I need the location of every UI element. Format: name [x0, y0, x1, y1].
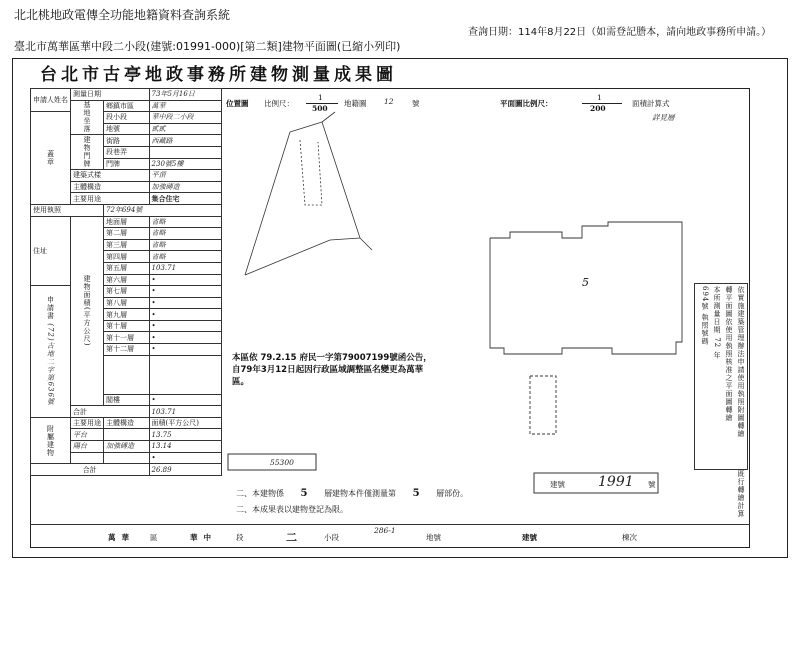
- street-label: 街路: [104, 135, 150, 147]
- floor-value: 省略: [149, 251, 221, 263]
- applicant2-value: (72)古地二字第636號: [46, 323, 55, 407]
- annex-area: 13.14: [149, 441, 221, 453]
- floor-value: 省略: [149, 239, 221, 251]
- applicant-label: 申請人姓名: [31, 89, 71, 112]
- total-value: 103.71: [149, 406, 221, 418]
- location-scale-label: 比例尺：: [264, 99, 294, 108]
- location-map-label: 位置圖: [226, 99, 249, 108]
- bottom-sequence-label: 棟次: [622, 533, 637, 542]
- floor-value: 省略: [149, 228, 221, 240]
- section-value: 華中段二小段: [149, 112, 221, 124]
- floor-name: 第四層: [104, 251, 150, 263]
- section-label: 段小段: [104, 112, 150, 124]
- floor-scale-num: 1: [597, 93, 602, 102]
- boundary-notice: 本區依 79.2.15 府民一字第79007199號函公告，自79年3月12日起因行政區域調整區名變更為萬華區。: [232, 353, 432, 387]
- area-calc-label: 面積計算式: [632, 99, 670, 108]
- street-value: 西藏路: [149, 135, 221, 147]
- area-calc-value: 詳見層: [652, 113, 675, 122]
- floor-name: 第十層: [104, 320, 150, 332]
- floor-name: 第十一層: [104, 332, 150, 344]
- side-note: 依實施建築管理辦法申請使用執照附圖轉繪: [737, 286, 745, 438]
- main-use-label: 主要用途: [71, 193, 150, 205]
- side-note: 694號 執照號碼: [701, 286, 709, 346]
- applicant2-label: 申請書: [46, 296, 55, 321]
- total-label: 合計: [71, 406, 150, 418]
- bottom-subsection-label: 小段: [324, 533, 339, 542]
- floor-value: •: [149, 297, 221, 309]
- side-note: 本所測量日期 72 年: [713, 286, 721, 360]
- floor-name: 第九層: [104, 309, 150, 321]
- owner-label: 蓋章: [31, 112, 71, 205]
- city-district-value: 萬華: [149, 100, 221, 112]
- stamp-value: 1991: [598, 474, 634, 490]
- document-title: 台北市古亭地政事務所建物測量成果圖: [40, 65, 397, 85]
- door-no-value: 230號5樓: [149, 158, 221, 170]
- main-use-value: 集合住宅: [149, 193, 221, 205]
- stamp-suffix: 號: [648, 480, 656, 489]
- use-permit-label: 使用執照: [31, 204, 104, 216]
- query-date: 查詢日期：114年8月22日（如需登記謄本，請向地政事務所申請。）: [468, 27, 772, 38]
- annex-area: 13.75: [149, 429, 221, 441]
- annex-area: •: [149, 452, 221, 464]
- use-permit-value: 72年694號: [104, 204, 222, 216]
- floor-scale-den: 200: [590, 104, 606, 113]
- plan-number: 5: [582, 276, 589, 289]
- floor-area-label: 建物面積(平方公尺): [71, 216, 104, 406]
- main-structure-value: 加強磚造: [149, 181, 221, 193]
- bottom-section-label: 段: [236, 533, 244, 542]
- lot-value: 貳貳: [149, 123, 221, 135]
- annex-total-label: 合計: [31, 464, 150, 476]
- bottom-lot: 286-1: [374, 526, 396, 535]
- bottom-subsection: 二: [286, 531, 297, 544]
- bottom-building-label: 建號: [522, 533, 537, 542]
- floor-name: 第二層: [104, 228, 150, 240]
- floor-value: 省略: [149, 216, 221, 228]
- floor-plan-label: 平面圖比例尺：: [500, 99, 553, 108]
- location-scale-num: 1: [318, 93, 323, 102]
- annex-header-area: 面積(平方公尺): [149, 417, 221, 429]
- survey-date-value: 73年5月16日: [149, 89, 221, 101]
- bottom-lot-label: 地號: [426, 533, 441, 542]
- side-note: 轉平面圖依使用執照核准之平面圖轉繪: [725, 286, 733, 422]
- floor-value: •: [149, 274, 221, 286]
- floor-plan-outline: [490, 222, 682, 434]
- survey-date-label: 測量日期: [71, 89, 150, 101]
- annex-header-use: 主要用途: [71, 417, 104, 429]
- floor-name: 第五層: [104, 262, 150, 274]
- sheet-no: 12: [384, 97, 394, 106]
- lane-label: 段巷弄: [104, 146, 150, 158]
- floor-value: •: [149, 309, 221, 321]
- annex-use: 平台: [71, 429, 104, 441]
- system-title: 北北桃地政電傳全功能地籍資料查詢系統: [14, 8, 231, 22]
- stamp-label: 建號: [550, 480, 565, 489]
- annex-total-value: 26.89: [149, 464, 221, 476]
- annex-header-struct: 主體構造: [104, 417, 150, 429]
- floor-name: 第六層: [104, 274, 150, 286]
- attribute-table: 申請人姓名 測量日期 73年5月16日 基地坐落 鄉鎮市區 萬華 蓋章 段小段 華中段二小段 地號 貳貳 建物門牌 街路 西藏路 段巷弄 門牌 230號5樓 建築式樣 平頂 主體構造 加強磚造 主要用途 集合住宅 使用執照 72年694號 住址 建物面積(平方公尺) 地面層 省略 第二層 省略 第三層 省略 第四層 省略 第五層 103.71 第六層 • 申請書 (72)古地二字第636號 第七層 • 第八層 • 第九層 • 第十層 • 第十一層 • 第十二層 • 閣樓 • 合計 103.71 附屬建物 主要用途 主體構造 面積(平方公尺) 平台 13.75 陽台 加強磚造 13.14 • 合計 26.89: [30, 88, 222, 476]
- annex-use: 陽台: [71, 441, 104, 453]
- floor-name: 第十二層: [104, 344, 150, 356]
- address-label: 住址: [31, 216, 71, 286]
- location-sketch: [245, 112, 372, 275]
- bottom-row: [30, 524, 750, 549]
- footnote-2: 二、本成果表以建物登記為限。: [236, 505, 348, 514]
- sheet-suffix: 號: [412, 99, 420, 108]
- floor-value: •: [149, 332, 221, 344]
- side-notes: [694, 283, 748, 518]
- page-subtitle: 臺北市萬華區華中段二小段(建號:01991-000)[第二類]建物平面圖(已縮小列印): [14, 40, 401, 53]
- side-note: 既行轉繪計算: [737, 470, 745, 518]
- floor-name: 地面層: [104, 216, 150, 228]
- location-scale-den: 500: [312, 104, 328, 113]
- building-style-value: 平頂: [149, 170, 221, 182]
- door-no-label: 門牌: [104, 158, 150, 170]
- bottom-district: 萬華: [108, 533, 135, 542]
- bottom-section: 華中: [190, 533, 217, 542]
- floor-value: •: [149, 286, 221, 298]
- floor-name: 第八層: [104, 297, 150, 309]
- city-district-label: 鄉鎮市區: [104, 100, 150, 112]
- building-door-label: 建物門牌: [71, 135, 104, 170]
- floor-name: 第七層: [104, 286, 150, 298]
- footnote-1: 二、本建物係 5 層建物本件僅測量第 5 層部份。: [236, 488, 469, 499]
- floor-name: 第三層: [104, 239, 150, 251]
- bottom-district-label: 區: [150, 533, 158, 542]
- annex-label: 附屬建物: [31, 417, 71, 463]
- floor-value: •: [149, 344, 221, 356]
- lot-label: 地號: [104, 123, 150, 135]
- main-structure-label: 主體構造: [71, 181, 150, 193]
- building-style-label: 建築式樣: [71, 170, 150, 182]
- sheet-label: 地籍圖: [344, 99, 367, 108]
- annex-struct: 加強磚造: [104, 441, 150, 453]
- base-location-label: 基地坐落: [71, 100, 104, 135]
- doc-number: 55300: [270, 458, 294, 467]
- floor-value: 103.71: [149, 262, 221, 274]
- floor-value: •: [149, 320, 221, 332]
- attic-label: 閣樓: [104, 394, 150, 406]
